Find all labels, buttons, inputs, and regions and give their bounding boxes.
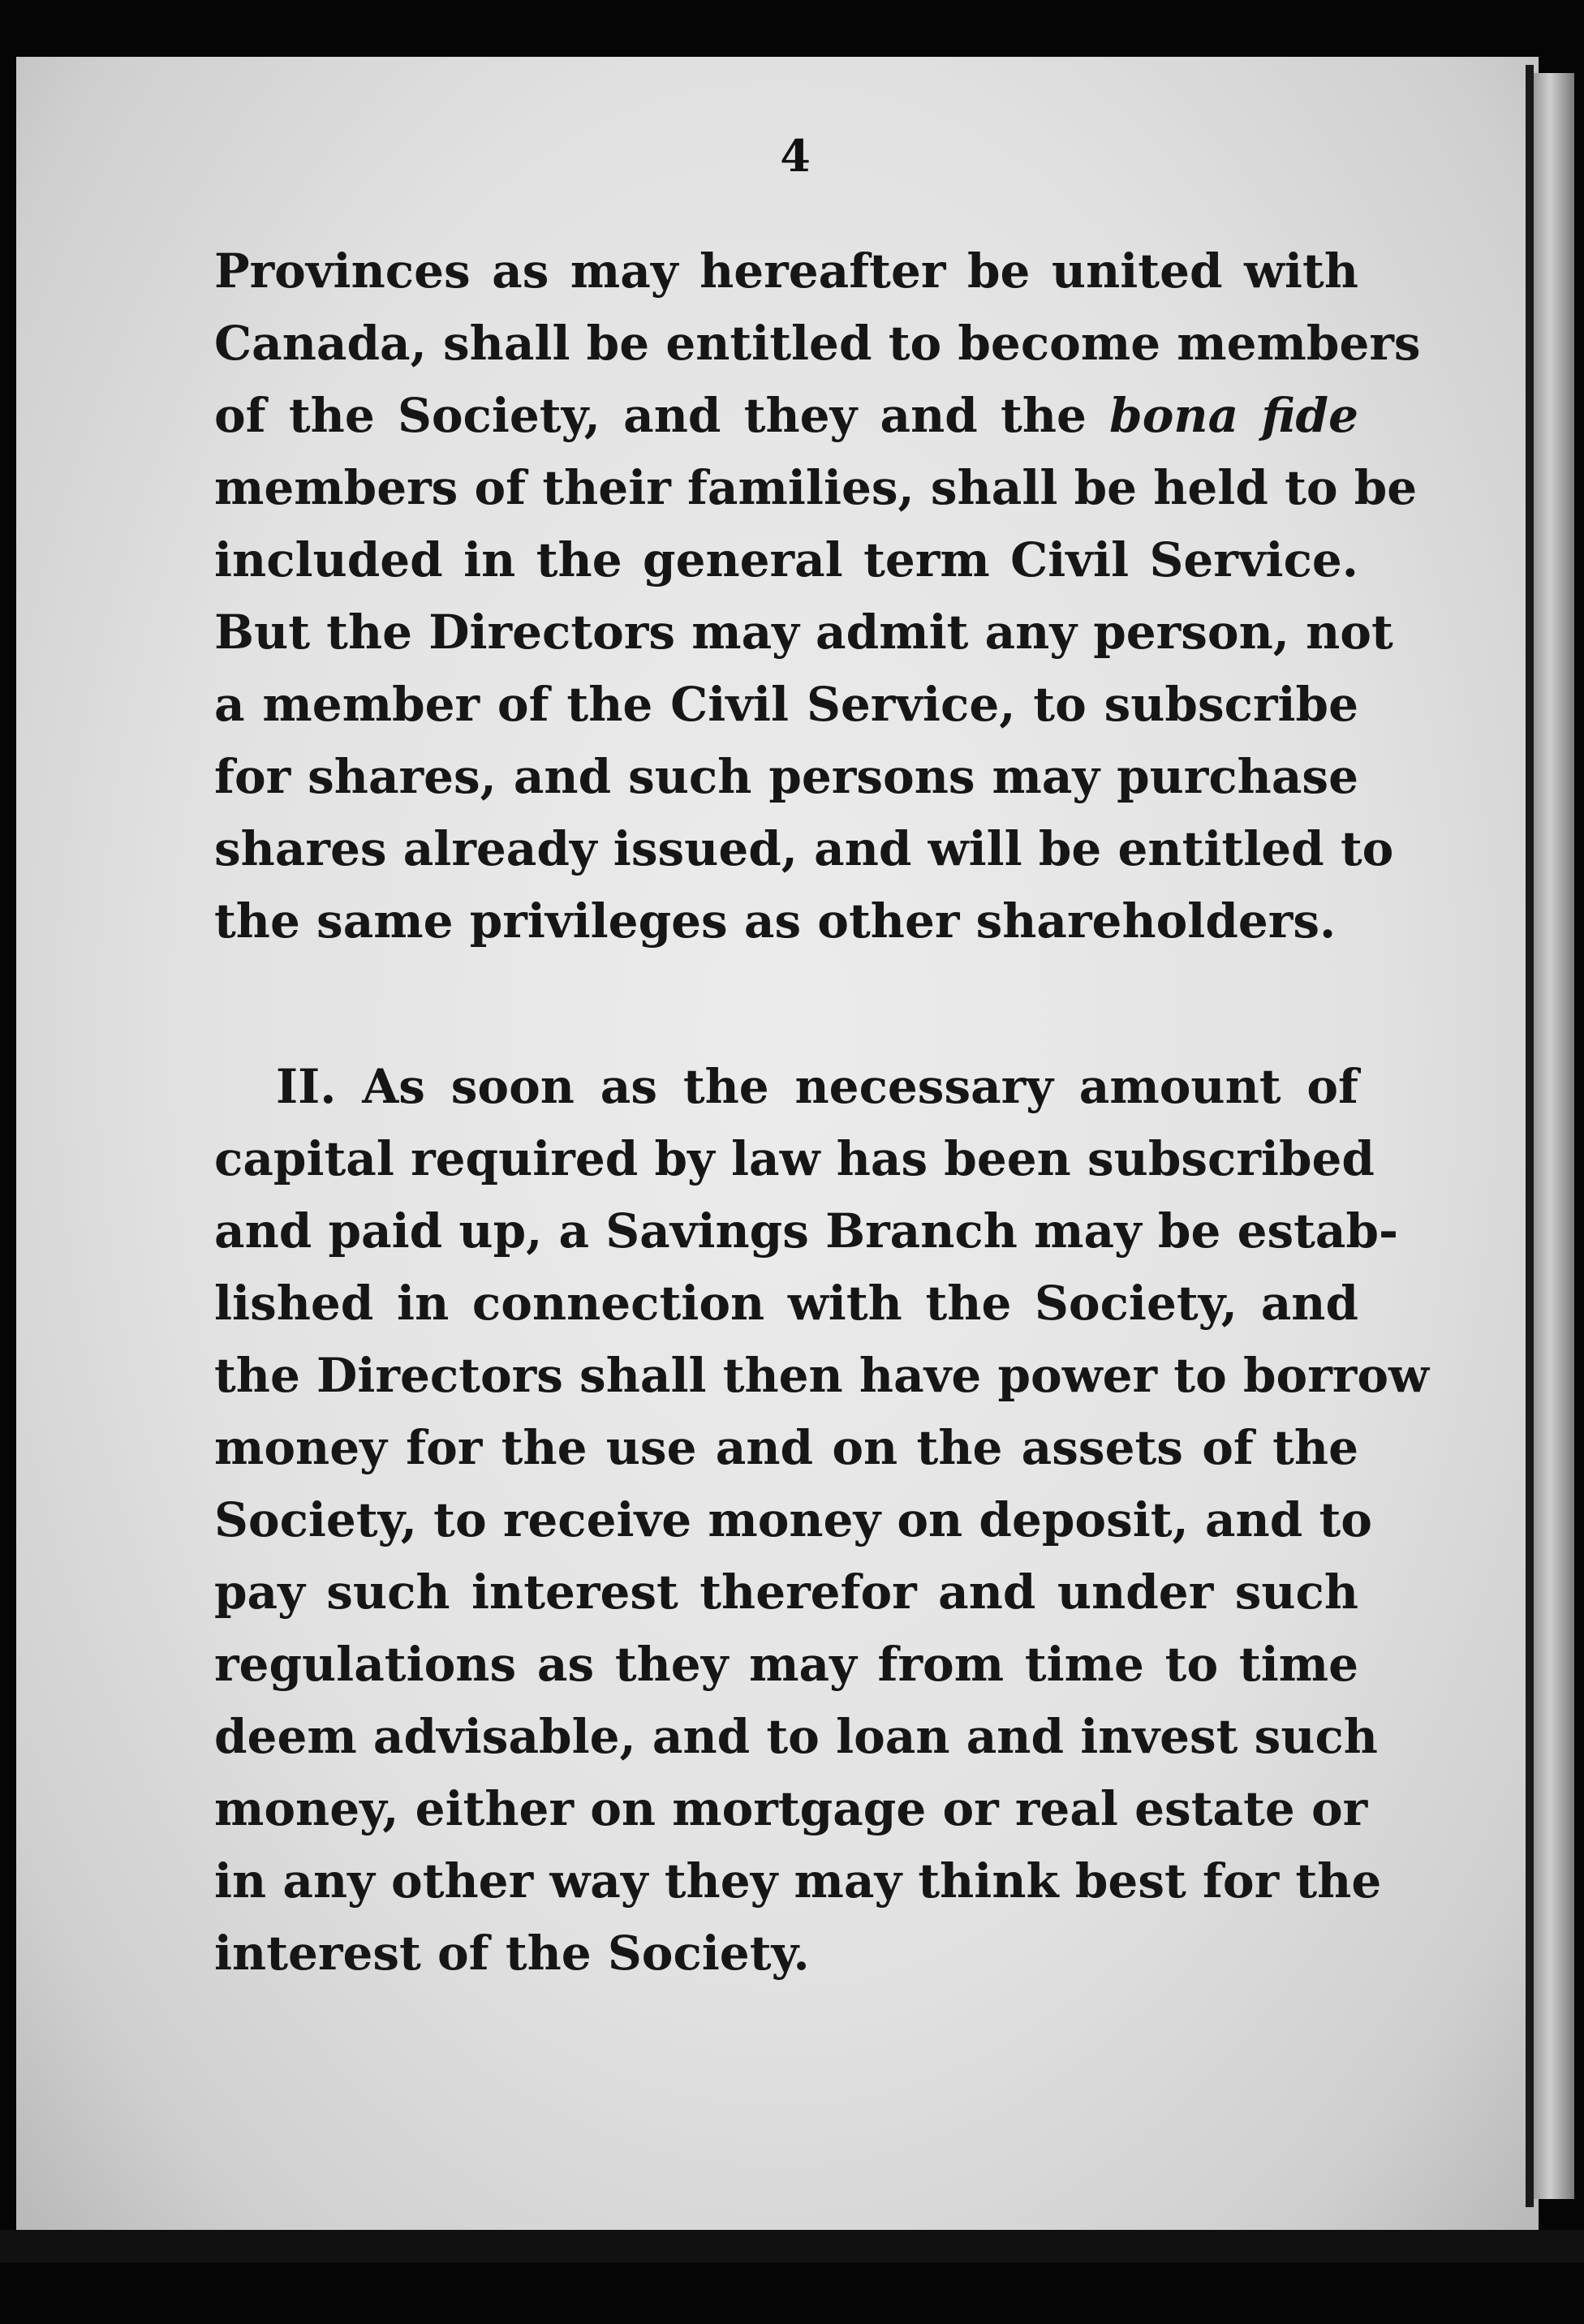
paragraph-1	[214, 235, 1421, 958]
text-line: a member of the Civil Service, to subscribe	[214, 677, 1358, 732]
text-line: Society, to receive money on deposit, and to	[214, 1492, 1372, 1547]
text-line: regulations as they may from time to time	[214, 1637, 1358, 1692]
text-line: money, either on mortgage or real estate or	[214, 1781, 1368, 1836]
text-line: Provinces as may hereafter be united with	[214, 243, 1358, 299]
text-line: and paid up, a Savings Branch may be estab-	[214, 1203, 1399, 1259]
paragraph-2	[214, 1051, 1429, 1990]
text-line: But the Directors may admit any person, not	[214, 605, 1393, 660]
text-line: the same privileges as other shareholders.	[214, 893, 1336, 949]
text-line: included in the general term Civil Service.	[214, 532, 1358, 587]
text-line: shares already issued, and will be entitled to	[214, 821, 1394, 876]
text-line: II. As soon as the necessary amount of	[276, 1059, 1358, 1114]
text-line: for shares, and such persons may purchase	[214, 749, 1358, 804]
page-edge	[1526, 65, 1534, 2207]
adjacent-page-strip	[1534, 73, 1574, 2199]
text-segment: of the Society, and they and the	[214, 388, 1087, 443]
text-line: the Directors shall then have power to borrow	[214, 1348, 1429, 1403]
text-line-with-italic	[214, 380, 1358, 452]
text-line: in any other way they may think best for the	[214, 1853, 1382, 1909]
text-line: lished in connection with the Society, and	[214, 1276, 1358, 1331]
text-line: Canada, shall be entitled to become members	[214, 316, 1421, 371]
text-line: money for the use and on the assets of the	[214, 1420, 1358, 1475]
text-line: pay such interest therefor and under such	[214, 1564, 1358, 1620]
text-line: interest of the Society.	[214, 1926, 810, 1981]
bottom-border	[0, 2230, 1584, 2262]
text-line: deem advisable, and to loan and invest such	[214, 1709, 1378, 1764]
page-number: 4	[780, 130, 811, 182]
text-line: capital required by law has been subscribed	[214, 1131, 1375, 1186]
text-line: members of their families, shall be held to be	[214, 460, 1418, 515]
italic-phrase: bona fide	[1109, 388, 1359, 443]
